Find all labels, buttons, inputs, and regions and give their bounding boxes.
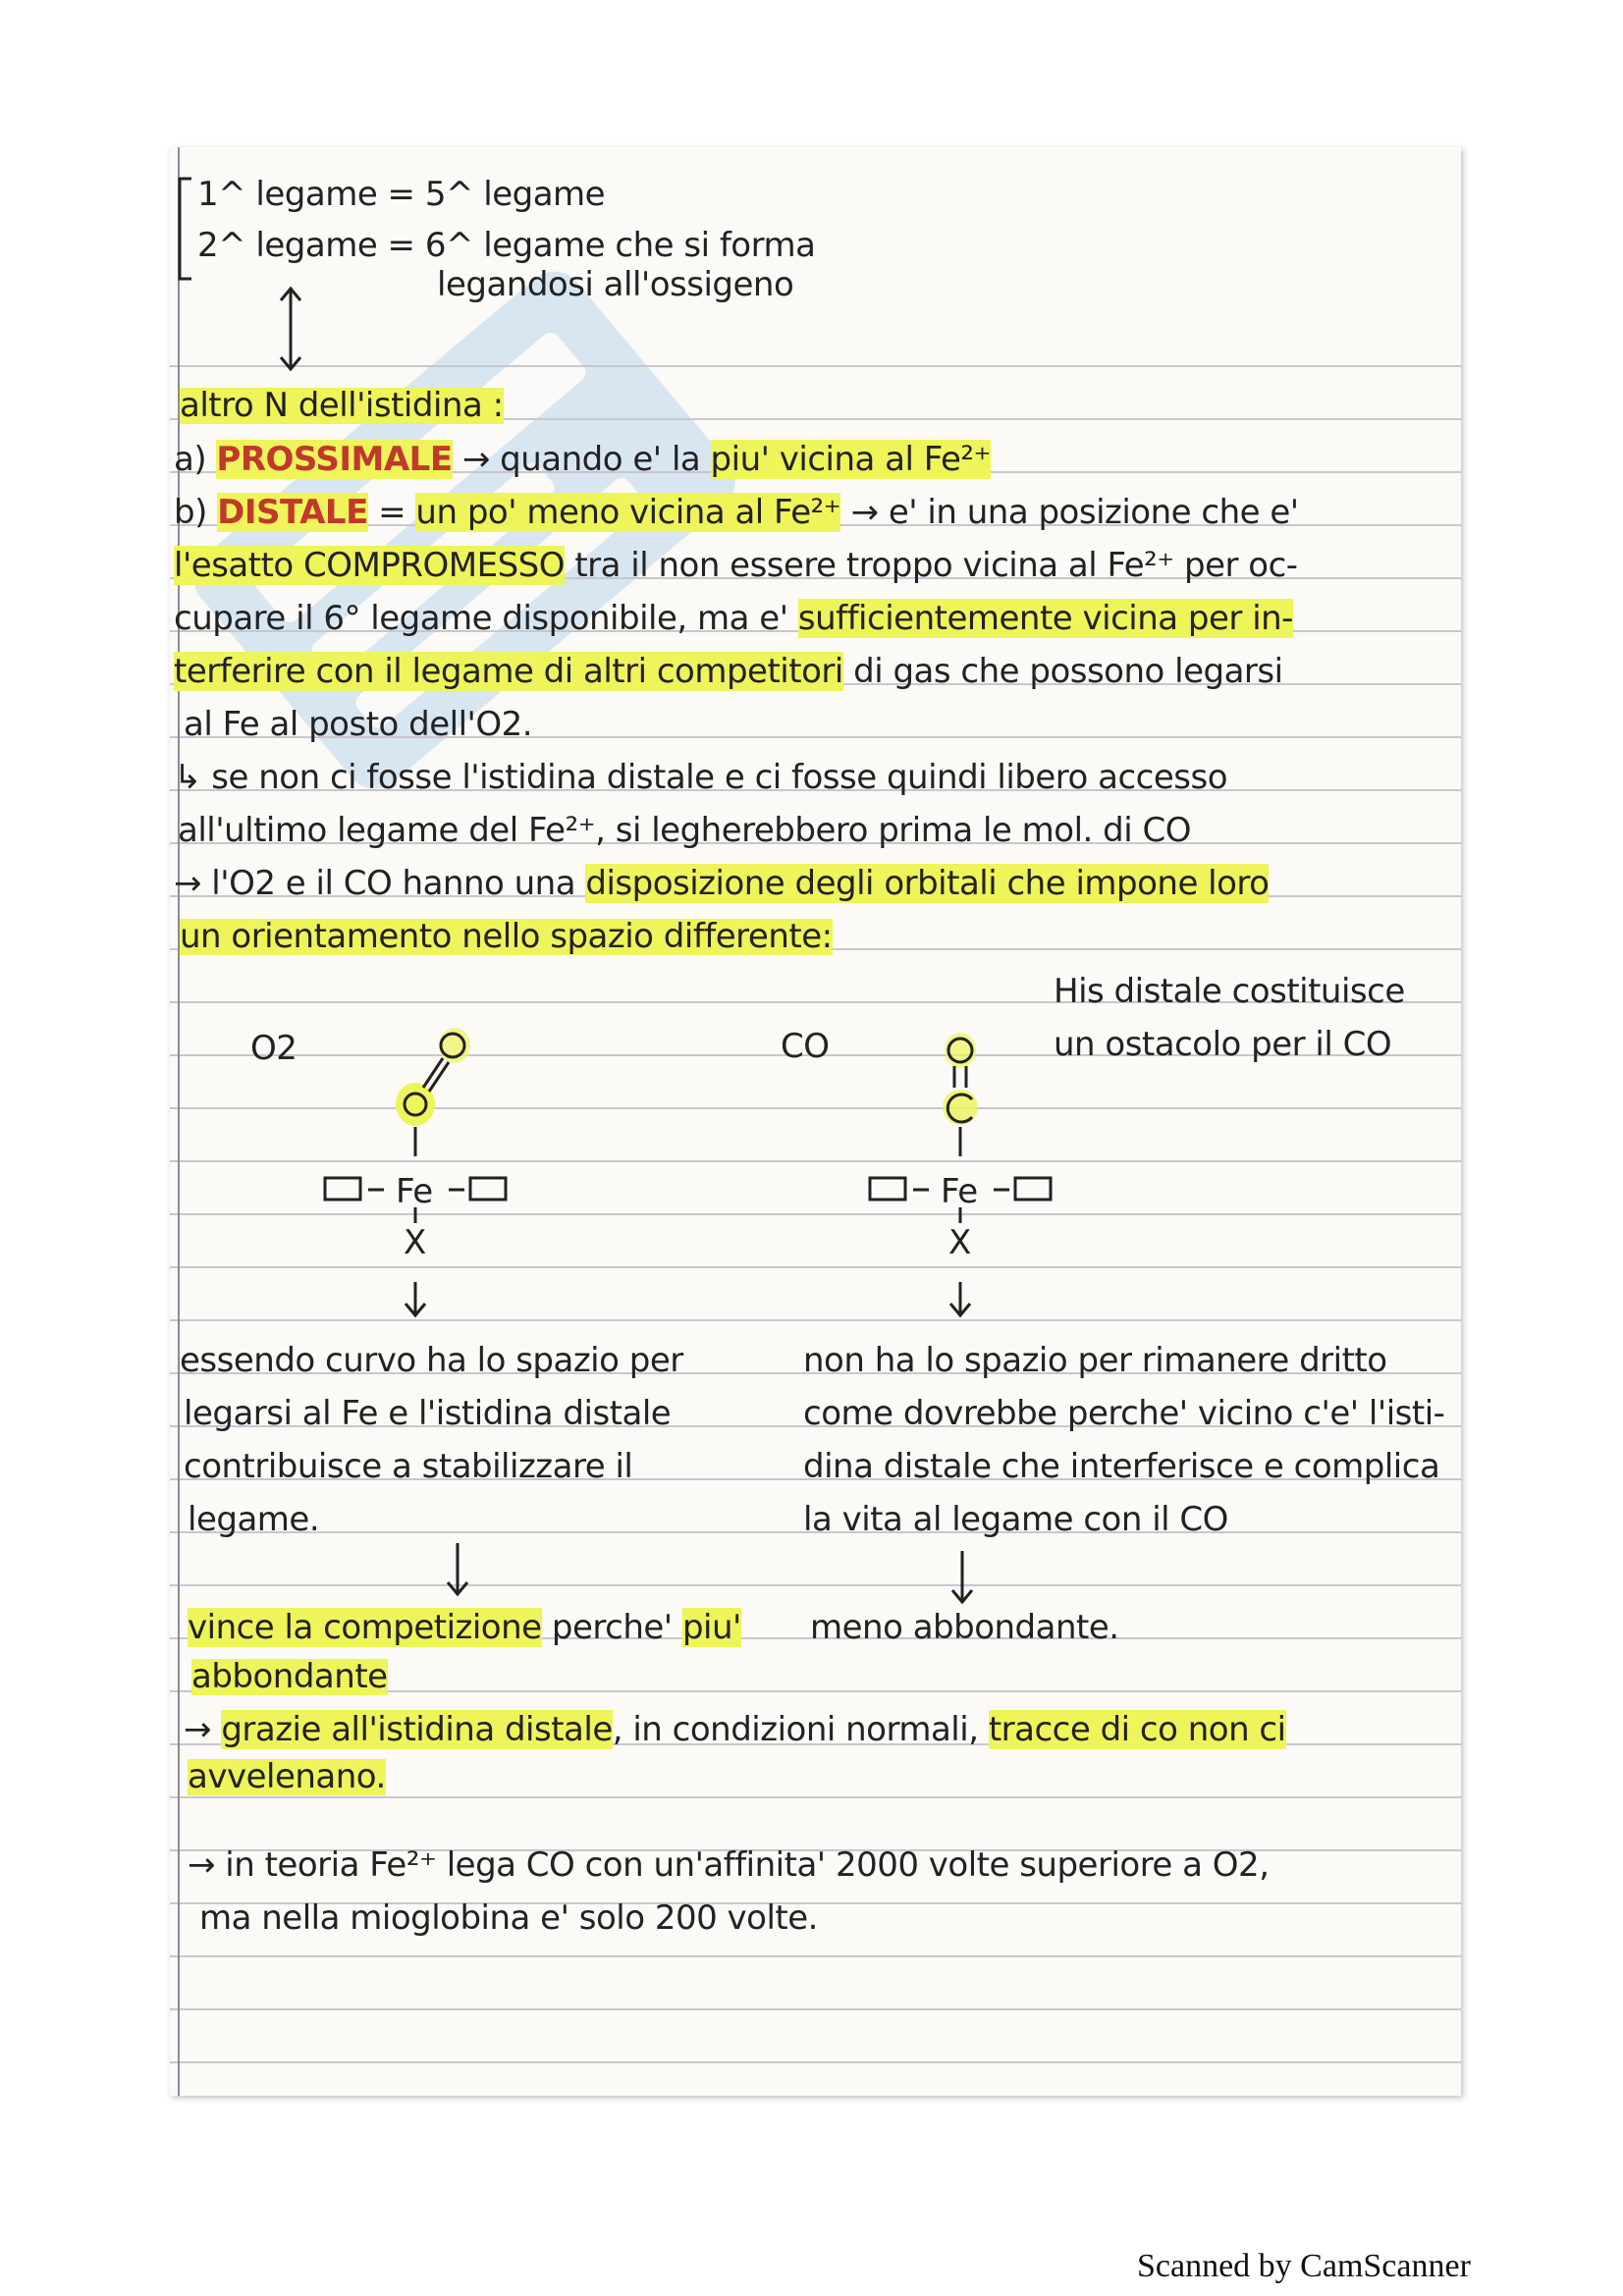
terferire-text: di gas che possono legarsi <box>853 652 1283 691</box>
b-label: b) <box>174 493 207 532</box>
line-a <box>174 442 991 478</box>
prossimale-term: PROSSIMALE <box>216 440 453 479</box>
line-se-non: ↳ se non ci fosse l'istidina distale e ci fosse quindi libero accesso <box>174 758 1228 797</box>
co-label: CO <box>781 1027 830 1066</box>
cupare-highlight: sufficientemente vicina per in- <box>797 599 1293 638</box>
o2-label: O2 <box>250 1029 298 1068</box>
his-note-2: un ostacolo per il CO <box>1054 1025 1392 1064</box>
line-esatto <box>174 548 1298 584</box>
esatto-text: tra il non essere troppo vicina al Fe²⁺ per oc- <box>574 546 1298 585</box>
left-desc-4: legame. <box>188 1500 320 1539</box>
vince-highlight-2: piu' <box>681 1608 741 1647</box>
a-text-highlight: piu' vicina al Fe²⁺ <box>710 440 991 479</box>
grazie-text: , in condizioni normali, <box>612 1710 979 1749</box>
co-x-mark: X <box>948 1223 971 1262</box>
line-teoria: → in teoria Fe²⁺ lega CO con un'affinita' 2000 volte superiore a O2, <box>188 1845 1270 1885</box>
left-desc-1: essendo curvo ha lo spazio per <box>180 1341 683 1380</box>
line-avvelenano: avvelenano. <box>188 1757 386 1796</box>
right-desc-3: dina distale che interferisce e complica <box>803 1447 1440 1486</box>
b-text: → e' in una posizione che e' <box>850 493 1299 532</box>
distale-term: DISTALE <box>217 493 368 532</box>
b-highlight: un po' meno vicina al Fe²⁺ <box>415 493 841 532</box>
esatto-highlight: l'esatto COMPROMESSO <box>174 546 565 585</box>
down-arrow-left <box>443 1541 472 1600</box>
line-orientamento: un orientamento nello spazio differente: <box>180 917 833 956</box>
line-b <box>174 495 1299 531</box>
o2-x-mark: X <box>404 1223 426 1262</box>
line-terferire <box>174 654 1283 690</box>
left-desc-2: legarsi al Fe e l'istidina distale <box>184 1394 672 1433</box>
double-arrow-icon <box>276 285 305 373</box>
notebook-page <box>170 147 1461 2096</box>
grazie-highlight-2: tracce di co non ci <box>988 1710 1286 1749</box>
scanner-footer: Scanned by CamScanner <box>1137 2248 1471 2284</box>
bracket-icon <box>176 175 195 283</box>
line-abbondante: abbondante <box>191 1657 388 1696</box>
top-line-1: 1^ legame = 5^ legame <box>197 175 606 214</box>
cupare-text: cupare il 6° legame disponibile, ma e' <box>174 599 788 638</box>
line-mioglobina: ma nella mioglobina e' solo 200 volte. <box>199 1898 818 1938</box>
top-line-3: legandosi all'ossigeno <box>437 265 794 304</box>
right-desc-1: non ha lo spazio per rimanere dritto <box>803 1341 1387 1380</box>
co-binding-diagram <box>862 1001 1088 1325</box>
vince-text: perche' <box>551 1608 673 1647</box>
right-desc-2: come dovrebbe perche' vicino c'e' l'isti- <box>803 1394 1445 1433</box>
vince-highlight: vince la competizione <box>188 1608 542 1647</box>
top-line-2: 2^ legame = 6^ legame che si forma <box>197 226 816 265</box>
a-text: → quando e' la <box>461 440 701 479</box>
left-desc-3: contribuisce a stabilizzare il <box>184 1447 633 1486</box>
b-eq: = <box>378 493 406 532</box>
down-arrow-right <box>947 1549 977 1608</box>
o2co-text: → l'O2 e il CO hanno una <box>174 864 576 903</box>
heading-altro-n: altro N dell'istidina : <box>180 386 504 425</box>
grazie-arrow: → <box>184 1710 211 1749</box>
line-cupare <box>174 601 1293 637</box>
o2co-highlight: disposizione degli orbitali che impone loro <box>585 864 1270 903</box>
a-label: a) <box>174 440 207 479</box>
co-fe: Fe <box>941 1172 978 1211</box>
terferire-highlight: terferire con il legame di altri competitori <box>174 652 843 691</box>
line-grazie <box>184 1712 1286 1748</box>
line-vince <box>188 1610 741 1646</box>
his-note-1: His distale costituisce <box>1054 972 1405 1011</box>
line-o2-co <box>174 866 1269 902</box>
meno-abbondante: meno abbondante. <box>810 1608 1119 1647</box>
line-ultimo: all'ultimo legame del Fe²⁺, si legherebbero prima le mol. di CO <box>178 811 1191 850</box>
line-al-fe: al Fe al posto dell'O2. <box>184 705 533 744</box>
o2-binding-diagram <box>317 1001 543 1325</box>
o2-fe: Fe <box>396 1172 433 1211</box>
grazie-highlight: grazie all'istidina distale <box>221 1710 613 1749</box>
right-desc-4: la vita al legame con il CO <box>803 1500 1228 1539</box>
